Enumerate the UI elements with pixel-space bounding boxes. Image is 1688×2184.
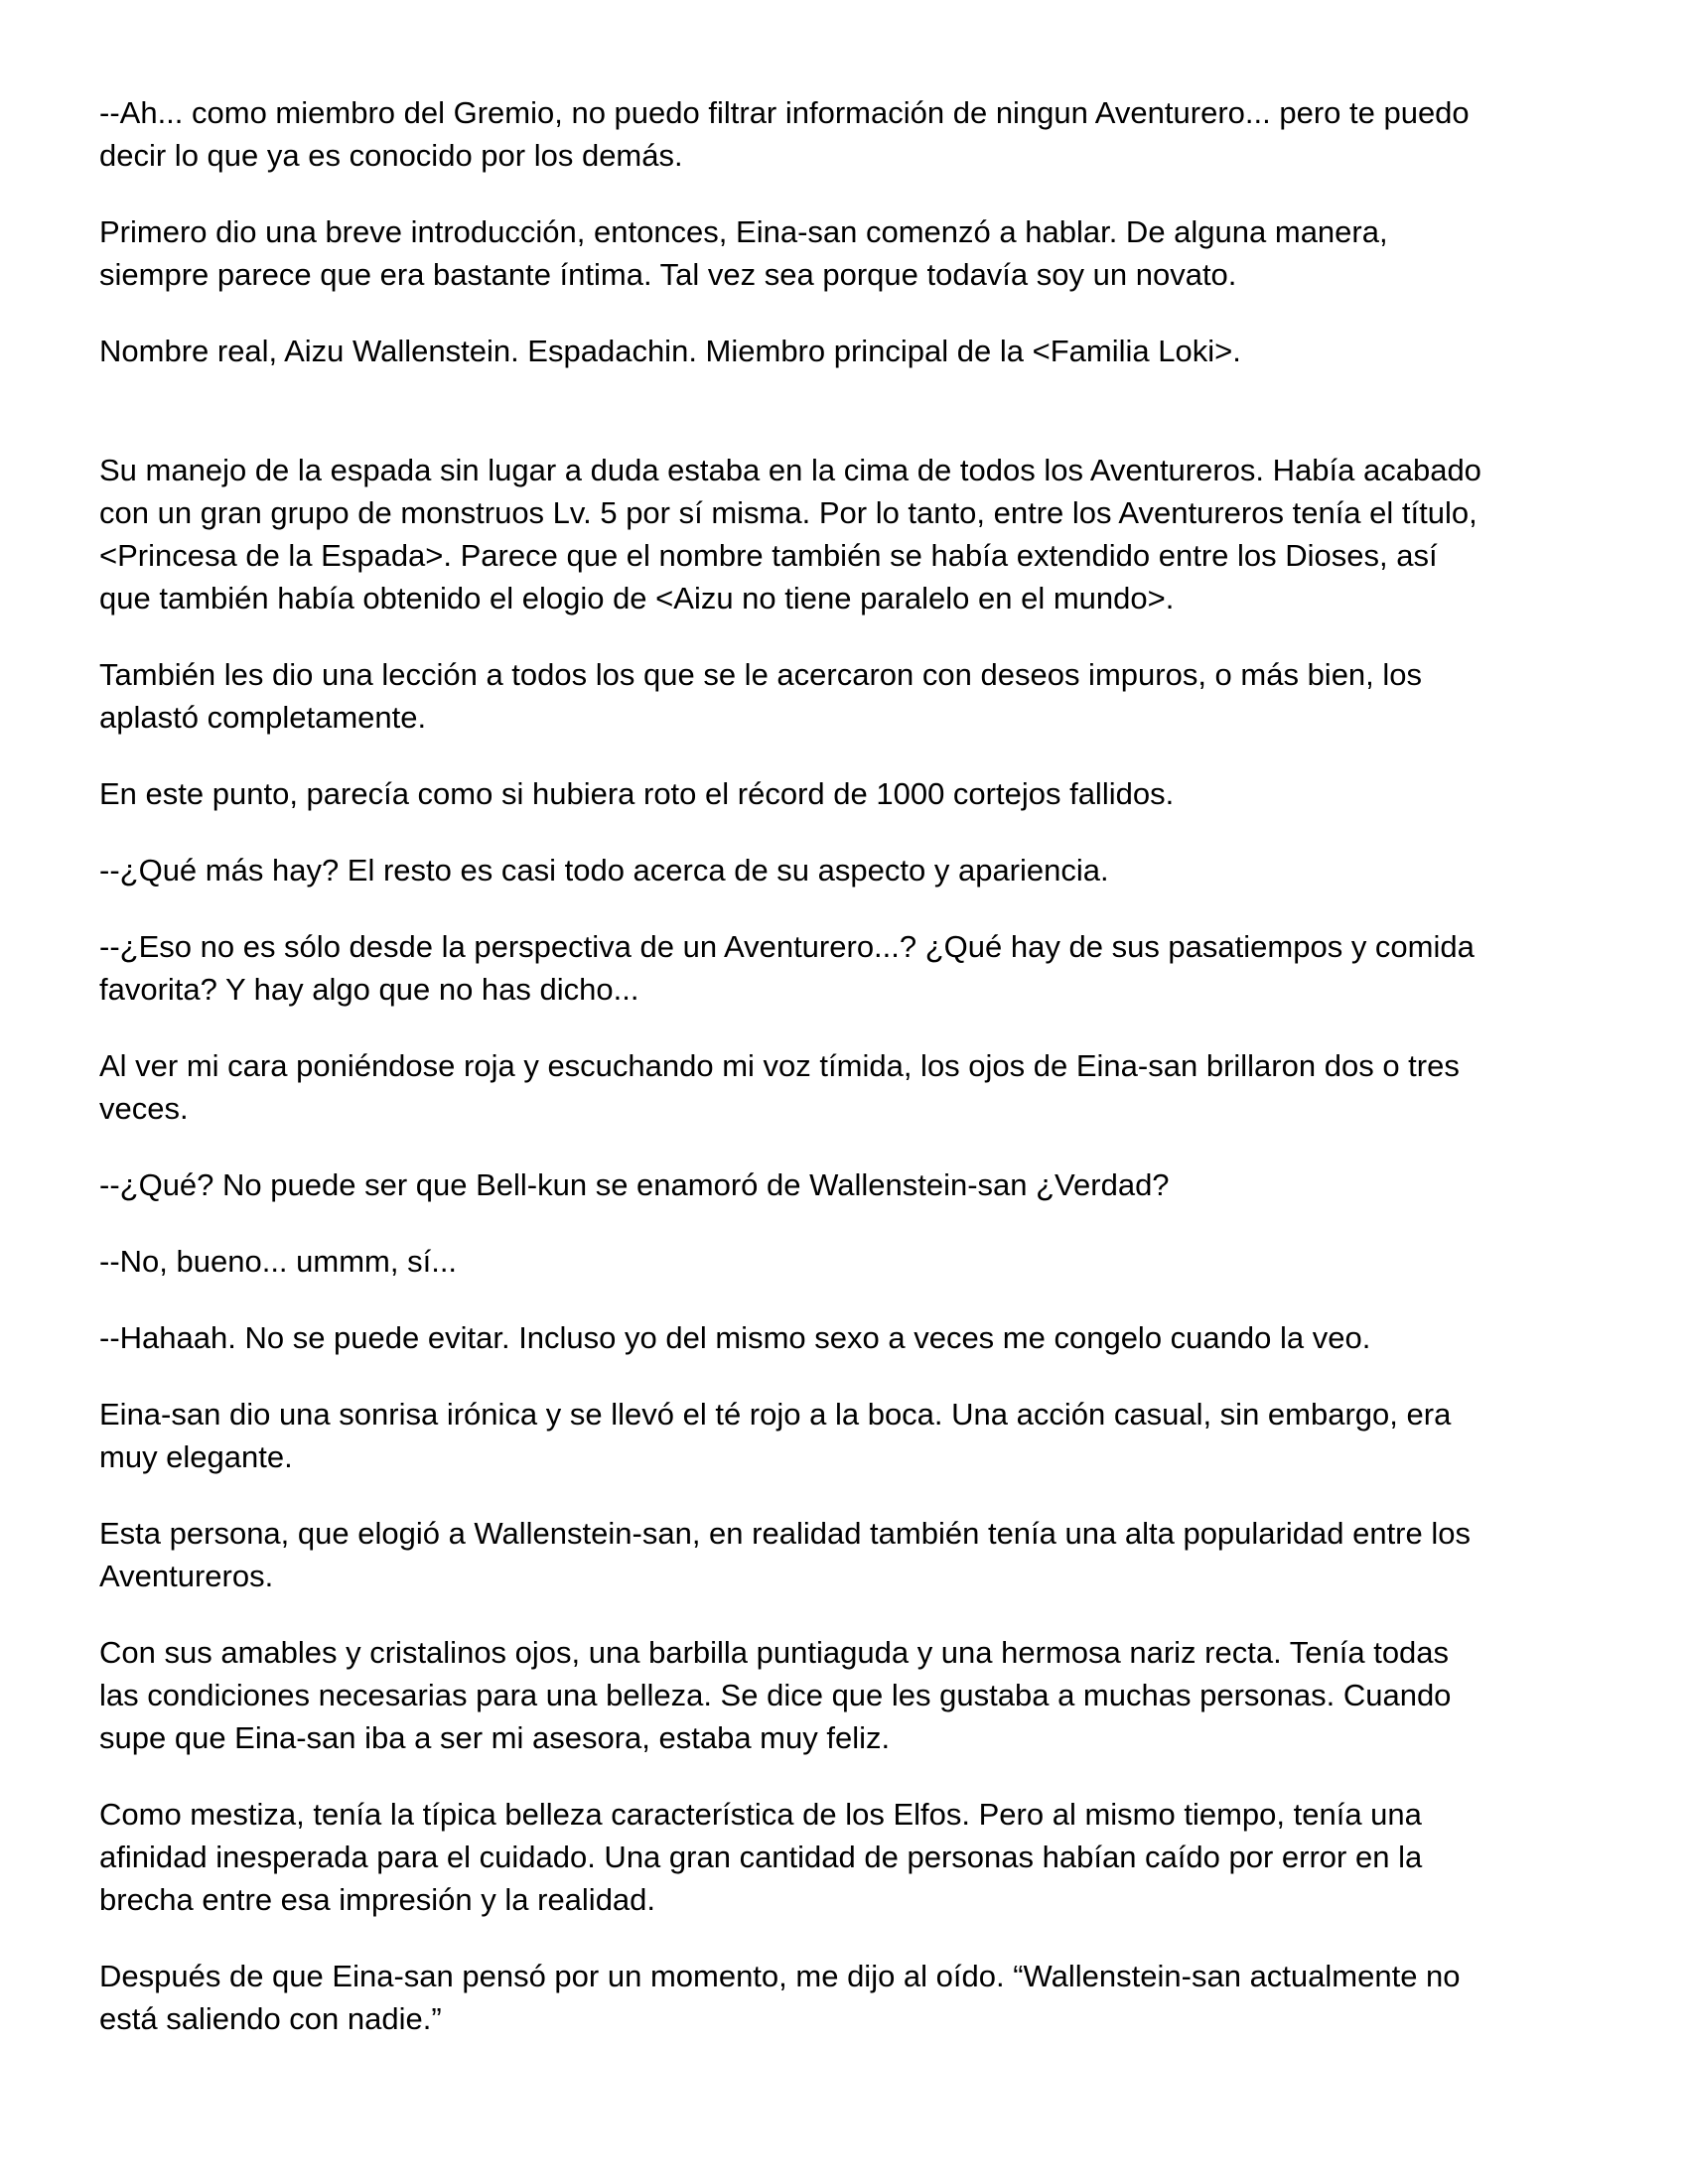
- paragraph-16: Como mestiza, tenía la típica belleza característica de los Elfos. Pero al mismo tiempo, tenía una afinidad inesperada para el cuidado. Una gran cantidad de personas habían caído por error en la brecha entre esa impresión y la realidad.: [99, 1797, 1423, 1917]
- paragraph-3: Nombre real, Aizu Wallenstein. Espadachin. Miembro principal de la <Familia Loki>.: [99, 334, 1241, 368]
- paragraph-7: --¿Qué más hay? El resto es casi todo acerca de su aspecto y apariencia.: [99, 853, 1109, 887]
- paragraph-1: --Ah... como miembro del Gremio, no puedo filtrar información de ningun Aventurero... pero te puedo decir lo que ya es conocido por los demás.: [99, 95, 1470, 173]
- paragraph-6: En este punto, parecía como si hubiera roto el récord de 1000 cortejos fallidos.: [99, 776, 1175, 811]
- paragraph-10: --¿Qué? No puede ser que Bell-kun se enamoró de Wallenstein-san ¿Verdad?: [99, 1167, 1170, 1202]
- paragraph-14: Esta persona, que elogió a Wallenstein-san, en realidad también tenía una alta popularidad entre los Aventureros.: [99, 1516, 1471, 1593]
- paragraph-4: Su manejo de la espada sin lugar a duda estaba en la cima de todos los Aventureros. Había acabado con un gran grupo de monstruos Lv. 5 por sí misma. Por lo tanto, entre los Aventureros tenía el título, <Princesa de la Espada>. Parece que el nombre también se había extendido entre los Dioses, así que también había obtenido el elogio de <Aizu no tiene paralelo en el mundo>.: [99, 453, 1481, 615]
- paragraph-2: Primero dio una breve introducción, entonces, Eina-san comenzó a hablar. De alguna manera, siempre parece que era bastante íntima. Tal vez sea porque todavía soy un novato.: [99, 214, 1388, 292]
- paragraph-15: Con sus amables y cristalinos ojos, una barbilla puntiaguda y una hermosa nariz recta. Tenía todas las condiciones necesarias para una belleza. Se dice que les gustaba a muchas personas. Cuando supe que Eina-san iba a ser mi asesora, estaba muy feliz.: [99, 1635, 1452, 1755]
- paragraph-5: También les dio una lección a todos los que se le acercaron con deseos impuros, o más bien, los aplastó completamente.: [99, 657, 1423, 735]
- document-body: [99, 91, 1599, 2074]
- paragraph-17: Después de que Eina-san pensó por un momento, me dijo al oído. “Wallenstein-san actualmente no está saliendo con nadie.”: [99, 1959, 1461, 2036]
- paragraph-12: --Hahaah. No se puede evitar. Incluso yo del mismo sexo a veces me congelo cuando la veo.: [99, 1320, 1371, 1355]
- paragraph-8: --¿Eso no es sólo desde la perspectiva de un Aventurero...? ¿Qué hay de sus pasatiempos y comida favorita? Y hay algo que no has dicho...: [99, 929, 1475, 1007]
- paragraph-9: Al ver mi cara poniéndose roja y escuchando mi voz tímida, los ojos de Eina-san brillaron dos o tres veces.: [99, 1048, 1460, 1126]
- paragraph-13: Eina-san dio una sonrisa irónica y se llevó el té rojo a la boca. Una acción casual, sin embargo, era muy elegante.: [99, 1397, 1452, 1474]
- paragraph-11: --No, bueno... ummm, sí...: [99, 1244, 458, 1279]
